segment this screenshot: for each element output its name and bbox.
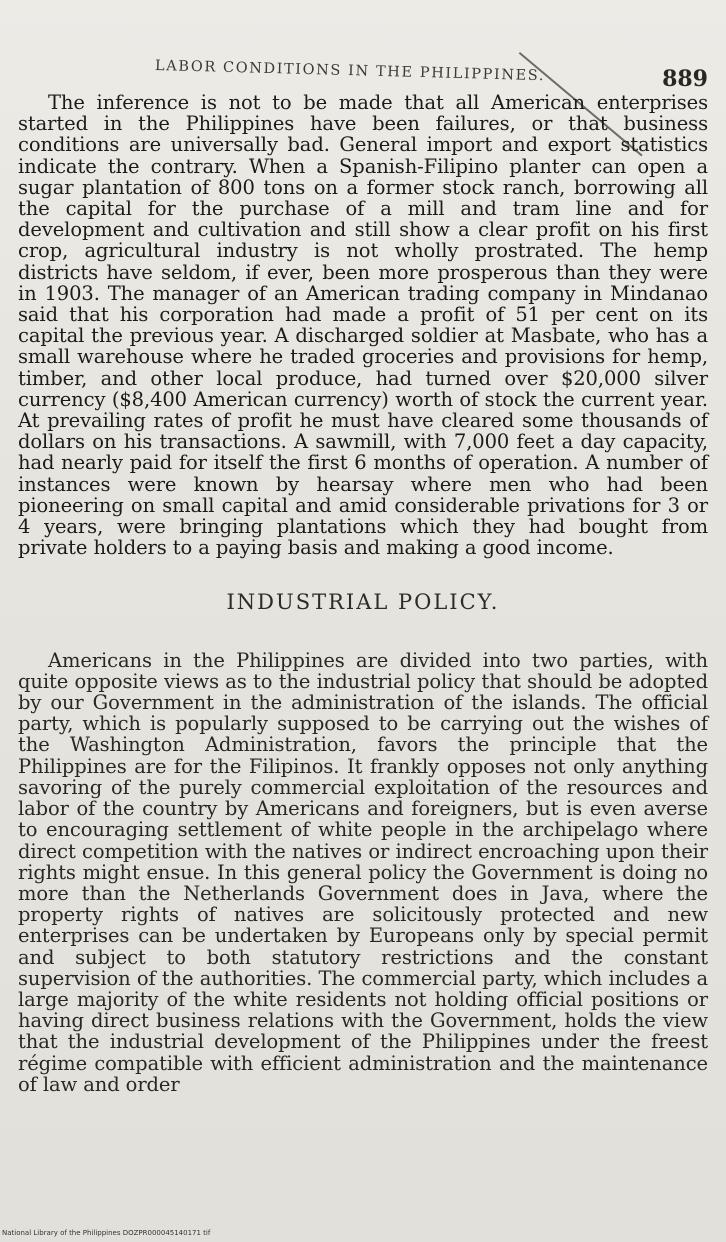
running-head: LABOR CONDITIONS IN THE PHILIPPINES. [154, 58, 546, 85]
section-heading: INDUSTRIAL POLICY. [226, 590, 500, 615]
digitization-credit: National Library of the Philippines DOZPR000045140171 tif [2, 1229, 211, 1237]
body-text [18, 92, 708, 1095]
paragraph-enterprises: The inference is not to be made that all American enterprises started in the Philippines have been failures, or that business conditions are universally bad. General import and export statistics indicate the contrary. When a Spanish-Filipino planter can open a sugar plantation of 800 tons on a former stock ranch, borrowing all the capital for the purchase of a mill and tram line and for development and cultivation and still show a clear profit on his first crop, agricultural industry is not wholly prostrated. The hemp districts have seldom, if ever, been more prosperous than they were in 1903. The manager of an American trading company in Mindanao said that his corporation had made a profit of 51 per cent on its capital the previous year. A discharged soldier at Masbate, who has a small warehouse where he traded groceries and provisions for hemp, timber, and other local produce, had turned over $20,000 silver currency ($8,400 American currency) worth of stock the current year. At prevailing rates of profit he must have cleared some thousands of dollars on his transactions. A sawmill, with 7,000 feet a day capacity, had nearly paid for itself the first 6 months of operation. A number of instances were known by hearsay where men who had been pioneering on small capital and amid considerable privations for 3 or 4 years, were bringing plantations which they had bought from private holders to a paying basis and making a good income. [18, 91, 708, 560]
page-header [0, 52, 726, 92]
page-number: 889 [662, 66, 708, 92]
paragraph-industrial-policy: Americans in the Philippines are divided into two parties, with quite opposite views as to the industrial policy that should be adopted by our Government in the administration of the islands. The official party, which is popularly supposed to be carrying out the wishes of the Washington Administration, favors the principle that the Philippines are for the Filipinos. It frankly opposes not only anything savoring of the purely commercial exploitation of the resources and labor of the country by Americans and foreigners, but is even averse to encouraging settlement of white people in the archipelago where direct competition with the natives or indirect encroaching upon their rights might ensue. In this general policy the Government is doing no more than the Netherlands Government does in Java, where the property rights of natives are solicitously protected and new enterprises can be undertaken by Europeans only by special permit and subject to both statutory restrictions and the constant supervision of the authorities. The commercial party, which includes a large majority of the white residents not holding official positions or having direct business relations with the Government, holds the view that the industrial development of the Philippines under the freest régime compatible with efficient administration and the maintenance of law and order [18, 648, 708, 1096]
